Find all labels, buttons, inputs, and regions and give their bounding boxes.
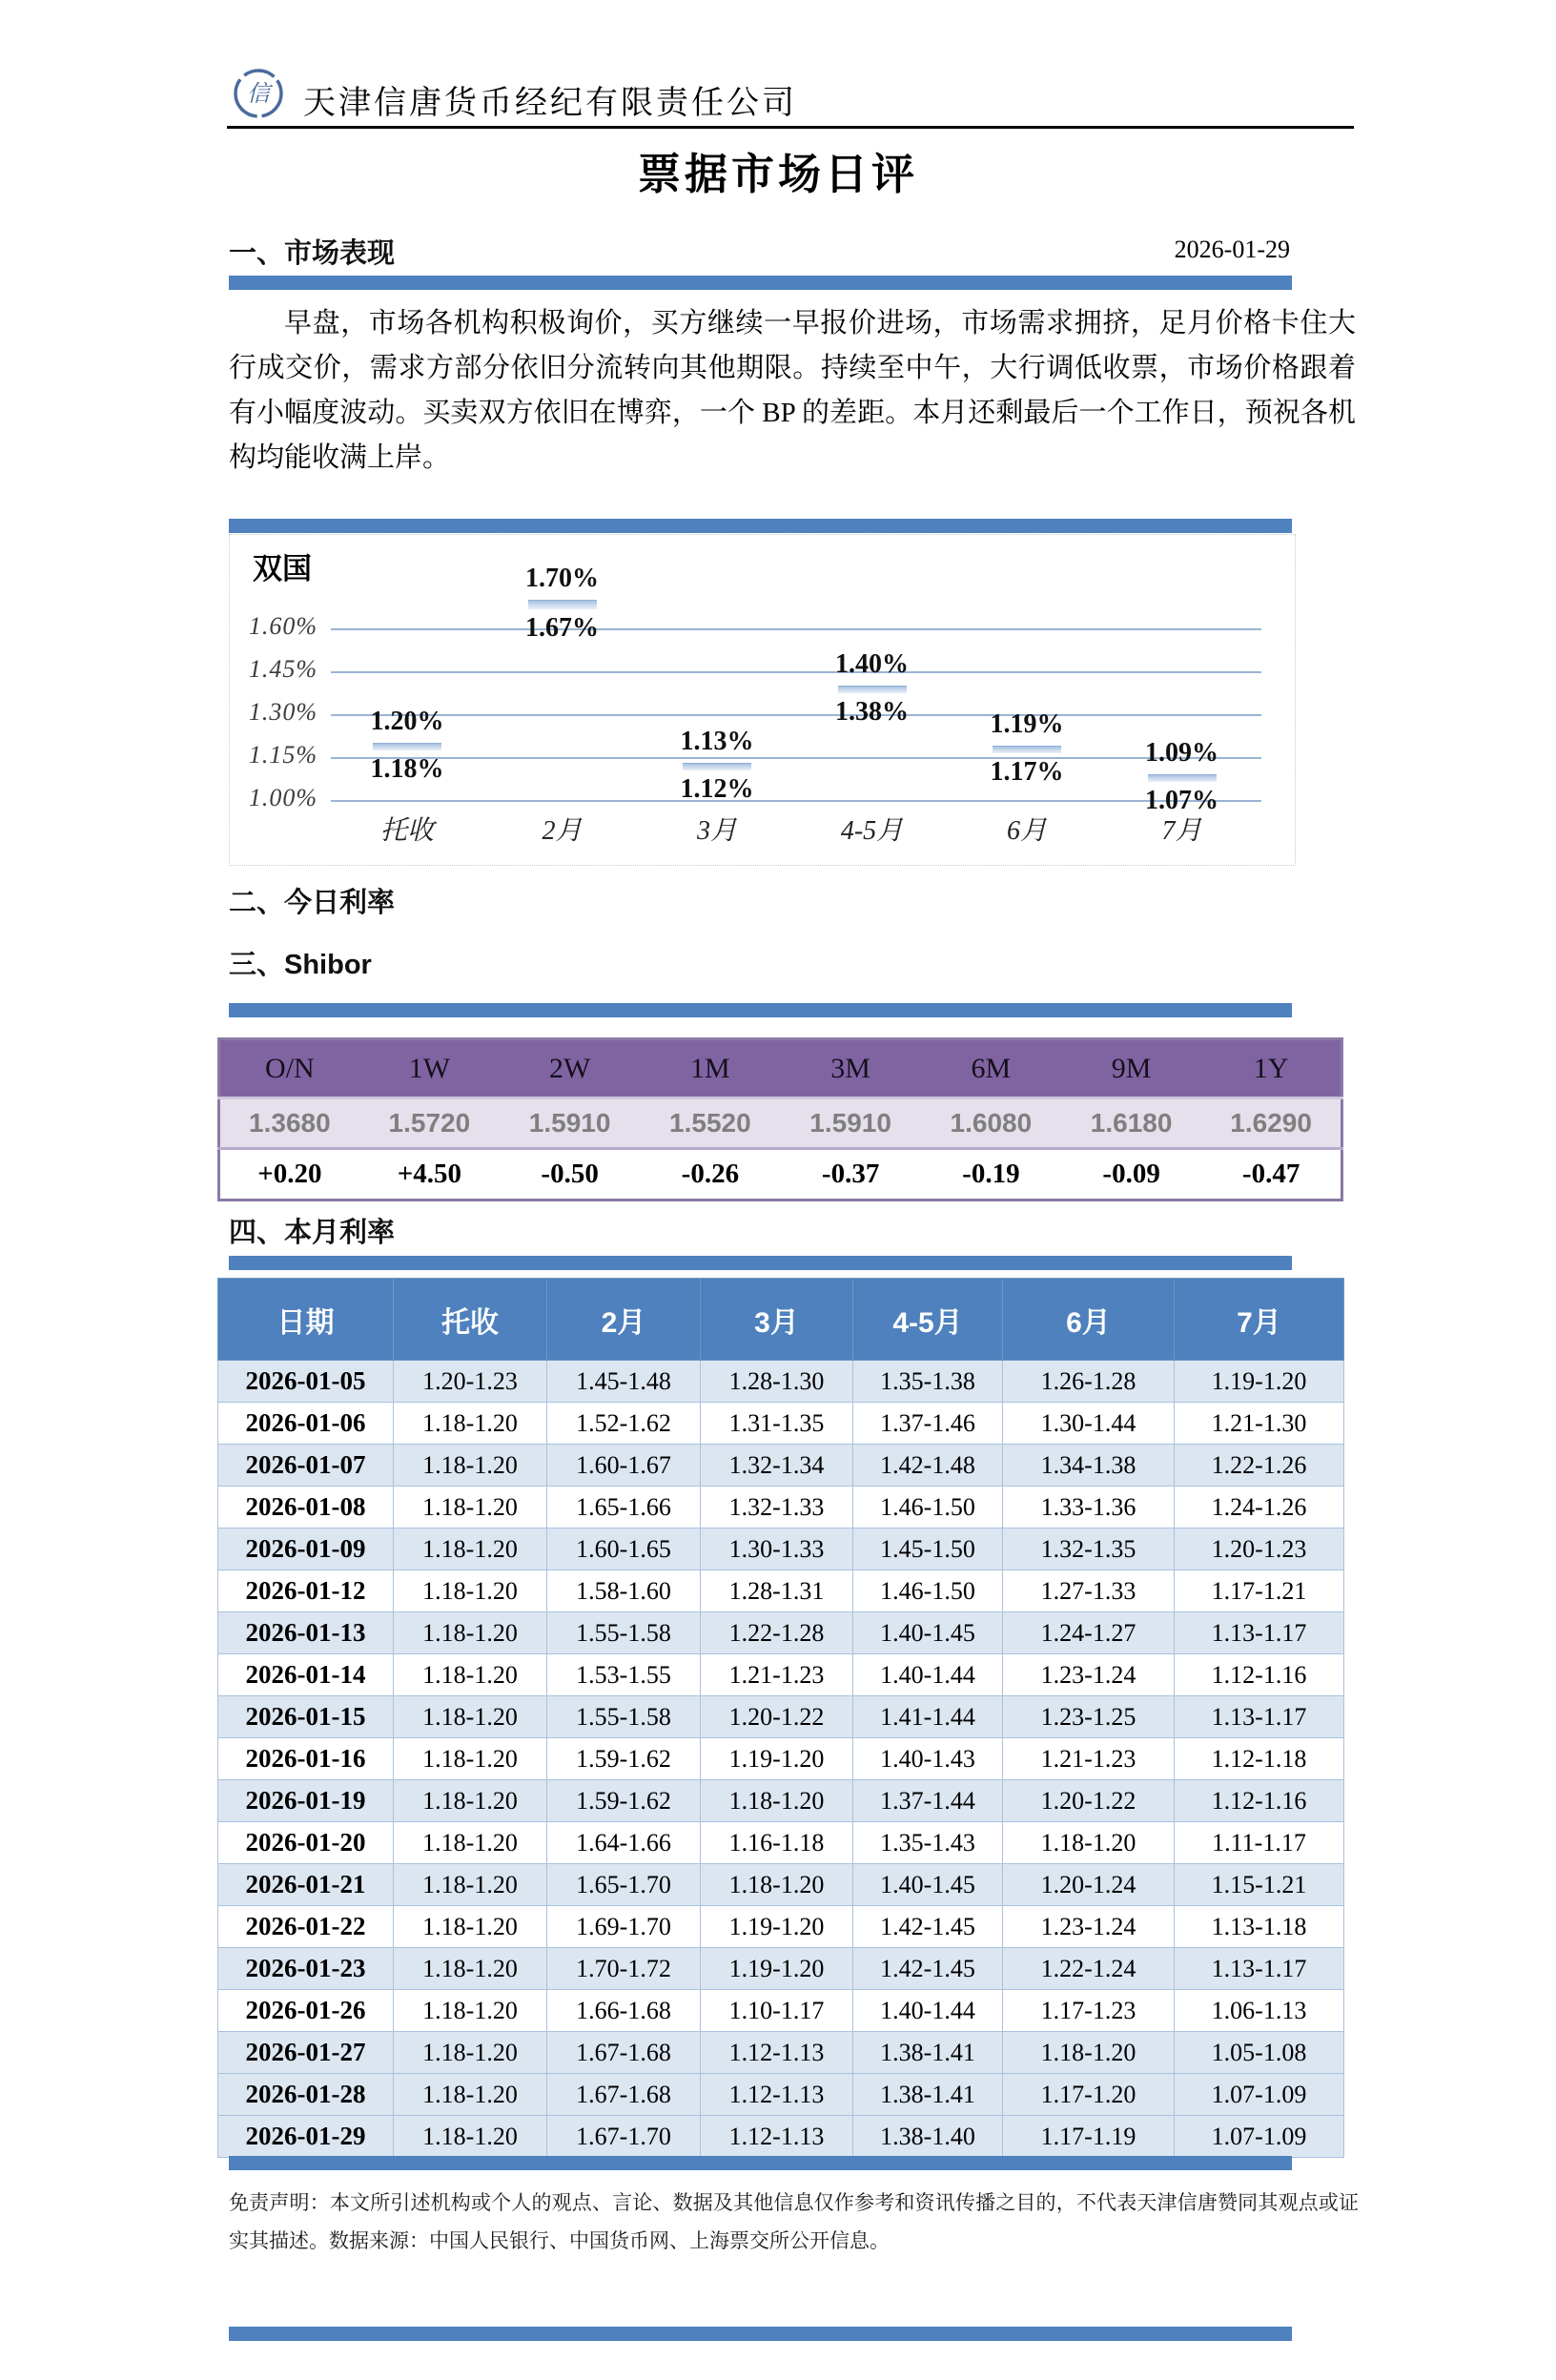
chart-low-label: 1.17% <box>990 757 1064 787</box>
disclaimer-text: 免责声明：本文所引述机构或个人的观点、言论、数据及其他信息仅作参考和资讯传播之目的，不代表天津信唐赞同其观点或证实其描述。数据来源：中国人民银行、中国货币网、上海票交所公开信息。 <box>229 2191 1359 2252</box>
rate-range-cell: 1.13-1.17 <box>1175 1948 1344 1990</box>
rate-range-cell: 1.46-1.50 <box>853 1570 1003 1612</box>
rate-range-cell: 1.05-1.08 <box>1175 2032 1344 2074</box>
shibor-change-cell: -0.19 <box>921 1149 1061 1200</box>
rate-range-cell: 1.17-1.20 <box>1003 2074 1175 2116</box>
date-cell: 2026-01-15 <box>218 1696 394 1738</box>
month-table-header-cell: 6月 <box>1003 1279 1175 1361</box>
rate-range-cell: 1.19-1.20 <box>701 1948 853 1990</box>
rate-range-cell: 1.34-1.38 <box>1003 1445 1175 1487</box>
rate-range-cell: 1.18-1.20 <box>394 1738 547 1780</box>
shibor-tenor-cell: 9M <box>1061 1039 1201 1098</box>
rate-range-cell: 1.18-1.20 <box>394 1906 547 1948</box>
rate-range-cell: 1.16-1.18 <box>701 1822 853 1864</box>
rate-range-cell: 1.18-1.20 <box>394 1864 547 1906</box>
shibor-rate-cell: 1.5720 <box>359 1098 500 1149</box>
rate-range-cell: 1.32-1.33 <box>701 1487 853 1529</box>
rate-range-cell: 1.18-1.20 <box>1003 1822 1175 1864</box>
rate-range-cell: 1.22-1.26 <box>1175 1445 1344 1487</box>
section-divider-bar-2 <box>229 519 1292 533</box>
rate-range-cell: 1.19-1.20 <box>701 1906 853 1948</box>
rate-range-cell: 1.18-1.20 <box>394 1780 547 1822</box>
chart-ytick-label: 1.45% <box>248 655 317 683</box>
chart-high-label: 1.19% <box>990 709 1064 739</box>
rate-range-cell: 1.12-1.18 <box>1175 1738 1344 1780</box>
rate-range-cell: 1.30-1.44 <box>1003 1403 1175 1445</box>
rate-range-cell: 1.10-1.17 <box>701 1990 853 2032</box>
rate-range-cell: 1.17-1.21 <box>1175 1570 1344 1612</box>
rate-range-cell: 1.40-1.45 <box>853 1612 1003 1654</box>
rate-range-cell: 1.37-1.44 <box>853 1780 1003 1822</box>
chart-range-bar <box>1148 774 1217 782</box>
rate-range-cell: 1.26-1.28 <box>1003 1361 1175 1403</box>
chart-high-label: 1.40% <box>835 649 909 679</box>
date-cell: 2026-01-08 <box>218 1487 394 1529</box>
rate-range-cell: 1.31-1.35 <box>701 1403 853 1445</box>
month-table-head <box>218 1279 1344 1361</box>
rate-range-cell: 1.32-1.34 <box>701 1445 853 1487</box>
shibor-rate-cell: 1.5520 <box>640 1098 780 1149</box>
chart-xtick-label: 4-5月 <box>840 816 904 846</box>
rate-range-cell: 1.69-1.70 <box>547 1906 701 1948</box>
rate-range-cell: 1.18-1.20 <box>1003 2032 1175 2074</box>
rate-range-cell: 1.42-1.45 <box>853 1948 1003 1990</box>
rate-range-cell: 1.12-1.13 <box>701 2032 853 2074</box>
rate-range-cell: 1.28-1.30 <box>701 1361 853 1403</box>
month-table-header-cell: 3月 <box>701 1279 853 1361</box>
rate-range-cell: 1.20-1.24 <box>1003 1864 1175 1906</box>
rate-range-cell: 1.59-1.62 <box>547 1780 701 1822</box>
shibor-tenor-cell: 1W <box>359 1039 500 1098</box>
rate-range-cell: 1.60-1.65 <box>547 1529 701 1570</box>
chart-xtick-label: 7月 <box>1161 816 1202 846</box>
rate-range-cell: 1.21-1.23 <box>701 1654 853 1696</box>
rate-range-cell: 1.19-1.20 <box>701 1738 853 1780</box>
shibor-rate-cell: 1.5910 <box>500 1098 640 1149</box>
table-row <box>218 1738 1344 1780</box>
rate-range-cell: 1.18-1.20 <box>701 1864 853 1906</box>
rate-range-cell: 1.45-1.50 <box>853 1529 1003 1570</box>
rate-range-cell: 1.13-1.17 <box>1175 1696 1344 1738</box>
rate-range-cell: 1.55-1.58 <box>547 1696 701 1738</box>
rate-range-cell: 1.13-1.17 <box>1175 1612 1344 1654</box>
table-row <box>218 1487 1344 1529</box>
rate-range-cell: 1.18-1.20 <box>394 1445 547 1487</box>
rate-range-cell: 1.23-1.24 <box>1003 1654 1175 1696</box>
shibor-tenor-cell: 3M <box>781 1039 921 1098</box>
header-rule <box>227 126 1354 129</box>
rate-range-cell: 1.20-1.23 <box>1175 1529 1344 1570</box>
shibor-tenor-cell: O/N <box>219 1039 359 1098</box>
table-row <box>218 1612 1344 1654</box>
chart-xtick-label: 托收 <box>379 816 434 846</box>
month-table-header-cell: 2月 <box>547 1279 701 1361</box>
table-row <box>218 1403 1344 1445</box>
rate-range-cell: 1.64-1.66 <box>547 1822 701 1864</box>
table-row <box>218 1529 1344 1570</box>
rate-range-cell: 1.35-1.38 <box>853 1361 1003 1403</box>
chart-range-bar <box>373 743 441 750</box>
rate-range-cell: 1.18-1.20 <box>394 2074 547 2116</box>
company-logo <box>232 67 285 120</box>
rate-range-cell: 1.24-1.27 <box>1003 1612 1175 1654</box>
rate-range-cell: 1.30-1.33 <box>701 1529 853 1570</box>
page-title: 票据市场日评 <box>637 151 918 198</box>
rate-range-cell: 1.20-1.22 <box>701 1696 853 1738</box>
chart-range-bar <box>528 600 597 609</box>
report-date: 2026-01-29 <box>1174 236 1290 263</box>
date-cell: 2026-01-05 <box>218 1361 394 1403</box>
shibor-table <box>217 1037 1343 1201</box>
chart-high-label: 1.20% <box>370 707 444 736</box>
chart-ytick-label: 1.60% <box>248 612 317 640</box>
section-divider-bar-1 <box>229 276 1292 290</box>
table-row <box>218 1780 1344 1822</box>
rate-range-cell: 1.20-1.23 <box>394 1361 547 1403</box>
date-cell: 2026-01-09 <box>218 1529 394 1570</box>
chart-range-bar <box>993 746 1061 753</box>
rate-range-cell: 1.46-1.50 <box>853 1487 1003 1529</box>
rate-range-cell: 1.21-1.23 <box>1003 1738 1175 1780</box>
section-market-performance: 一、市场表现 <box>229 238 396 269</box>
rate-range-cell: 1.67-1.68 <box>547 2074 701 2116</box>
rate-range-cell: 1.18-1.20 <box>394 1403 547 1445</box>
shibor-tenor-cell: 1M <box>640 1039 780 1098</box>
rate-range-cell: 1.20-1.22 <box>1003 1780 1175 1822</box>
month-table-header-cell: 托收 <box>394 1279 547 1361</box>
date-cell: 2026-01-28 <box>218 2074 394 2116</box>
section-divider-bar-3 <box>229 1003 1292 1017</box>
month-rate-table <box>217 1278 1344 2158</box>
shibor-rate-row <box>219 1098 1342 1149</box>
rate-range-cell: 1.59-1.62 <box>547 1738 701 1780</box>
rate-range-cell: 1.07-1.09 <box>1175 2074 1344 2116</box>
chart-ytick-label: 1.15% <box>248 741 317 769</box>
rate-range-cell: 1.17-1.23 <box>1003 1990 1175 2032</box>
rate-range-cell: 1.12-1.16 <box>1175 1654 1344 1696</box>
rate-range-cell: 1.65-1.70 <box>547 1864 701 1906</box>
table-row <box>218 2116 1344 2158</box>
rate-range-cell: 1.67-1.68 <box>547 2032 701 2074</box>
chart-range-bar <box>838 686 907 693</box>
month-table-body <box>218 1361 1344 2158</box>
shibor-rate-cell: 1.6180 <box>1061 1098 1201 1149</box>
rate-range-cell: 1.18-1.20 <box>394 1529 547 1570</box>
rate-range-cell: 1.18-1.20 <box>394 1696 547 1738</box>
date-cell: 2026-01-06 <box>218 1403 394 1445</box>
rate-range-cell: 1.18-1.20 <box>394 1948 547 1990</box>
date-cell: 2026-01-07 <box>218 1445 394 1487</box>
rate-range-cell: 1.18-1.20 <box>701 1780 853 1822</box>
month-table-header-cell: 7月 <box>1175 1279 1344 1361</box>
section-shibor: 三、Shibor <box>229 950 372 980</box>
rate-range-cell: 1.38-1.41 <box>853 2074 1003 2116</box>
company-name: 天津信唐货币经纪有限责任公司 <box>303 86 797 121</box>
date-cell: 2026-01-29 <box>218 2116 394 2158</box>
rate-range-cell: 1.52-1.62 <box>547 1403 701 1445</box>
rate-range-cell: 1.07-1.09 <box>1175 2116 1344 2158</box>
chart-high-label: 1.09% <box>1145 738 1218 768</box>
chart-high-label: 1.70% <box>525 564 599 593</box>
rate-range-cell: 1.06-1.13 <box>1175 1990 1344 2032</box>
rate-range-cell: 1.19-1.20 <box>1175 1361 1344 1403</box>
date-cell: 2026-01-23 <box>218 1948 394 1990</box>
rate-range-cell: 1.18-1.20 <box>394 1654 547 1696</box>
rate-range-cell: 1.18-1.20 <box>394 1570 547 1612</box>
rate-range-cell: 1.38-1.41 <box>853 2032 1003 2074</box>
rate-range-cell: 1.35-1.43 <box>853 1822 1003 1864</box>
rate-range-cell: 1.13-1.18 <box>1175 1906 1344 1948</box>
table-row <box>218 1570 1344 1612</box>
table-row <box>218 1361 1344 1403</box>
rate-range-cell: 1.33-1.36 <box>1003 1487 1175 1529</box>
date-cell: 2026-01-26 <box>218 1990 394 2032</box>
shibor-tenor-cell: 2W <box>500 1039 640 1098</box>
rate-range-cell: 1.22-1.28 <box>701 1612 853 1654</box>
rate-range-cell: 1.70-1.72 <box>547 1948 701 1990</box>
shibor-tenor-cell: 6M <box>921 1039 1061 1098</box>
table-row <box>218 1990 1344 2032</box>
section-divider-bar-4 <box>229 1256 1292 1270</box>
table-row <box>218 1445 1344 1487</box>
rate-range-cell: 1.41-1.44 <box>853 1696 1003 1738</box>
rate-range-cell: 1.40-1.45 <box>853 1864 1003 1906</box>
rate-range-cell: 1.28-1.31 <box>701 1570 853 1612</box>
date-cell: 2026-01-12 <box>218 1570 394 1612</box>
date-cell: 2026-01-27 <box>218 2032 394 2074</box>
rate-range-cell: 1.18-1.20 <box>394 1990 547 2032</box>
rate-range-cell: 1.58-1.60 <box>547 1570 701 1612</box>
rate-range-cell: 1.67-1.70 <box>547 2116 701 2158</box>
rate-range-cell: 1.32-1.35 <box>1003 1529 1175 1570</box>
month-table-header-cell: 日期 <box>218 1279 394 1361</box>
rate-range-cell: 1.18-1.20 <box>394 1487 547 1529</box>
rate-range-cell: 1.65-1.66 <box>547 1487 701 1529</box>
rate-range-cell: 1.12-1.13 <box>701 2116 853 2158</box>
rate-range-cell: 1.12-1.13 <box>701 2074 853 2116</box>
shibor-change-row <box>219 1149 1342 1200</box>
table-row <box>218 1864 1344 1906</box>
shibor-change-cell: -0.09 <box>1061 1149 1201 1200</box>
rate-range-cell: 1.11-1.17 <box>1175 1822 1344 1864</box>
rate-range-cell: 1.40-1.43 <box>853 1738 1003 1780</box>
rate-range-cell: 1.60-1.67 <box>547 1445 701 1487</box>
shibor-rate-cell: 1.6080 <box>921 1098 1061 1149</box>
rate-range-chart <box>229 534 1296 866</box>
chart-low-label: 1.07% <box>1145 786 1218 815</box>
rate-range-cell: 1.45-1.48 <box>547 1361 701 1403</box>
rate-range-cell: 1.23-1.24 <box>1003 1906 1175 1948</box>
date-cell: 2026-01-22 <box>218 1906 394 1948</box>
rate-range-cell: 1.42-1.48 <box>853 1445 1003 1487</box>
chart-high-label: 1.13% <box>680 727 754 756</box>
table-row <box>218 1822 1344 1864</box>
rate-range-cell: 1.66-1.68 <box>547 1990 701 2032</box>
chart-low-label: 1.18% <box>370 754 444 784</box>
chart-ytick-label: 1.30% <box>248 698 317 726</box>
section-month-rates: 四、本月利率 <box>229 1218 396 1248</box>
chart-low-label: 1.38% <box>835 697 909 727</box>
svg-text:信: 信 <box>247 82 270 107</box>
table-row <box>218 2074 1344 2116</box>
rate-range-cell: 1.53-1.55 <box>547 1654 701 1696</box>
chart-xtick-label: 3月 <box>696 816 737 846</box>
shibor-table-body <box>219 1039 1342 1200</box>
shibor-change-cell: -0.37 <box>781 1149 921 1200</box>
chart-range-bar <box>683 763 751 770</box>
rate-range-cell: 1.40-1.44 <box>853 1990 1003 2032</box>
chart-low-label: 1.12% <box>680 774 754 804</box>
shibor-rate-cell: 1.5910 <box>781 1098 921 1149</box>
rate-range-cell: 1.18-1.20 <box>394 1822 547 1864</box>
footer-top-bar <box>229 2156 1292 2170</box>
table-row <box>218 1696 1344 1738</box>
rate-range-cell: 1.12-1.16 <box>1175 1780 1344 1822</box>
rate-range-cell: 1.27-1.33 <box>1003 1570 1175 1612</box>
rate-range-cell: 1.15-1.21 <box>1175 1864 1344 1906</box>
shibor-rate-cell: 1.6290 <box>1201 1098 1341 1149</box>
shibor-change-cell: -0.47 <box>1201 1149 1341 1200</box>
chart-ytick-label: 1.00% <box>248 784 317 811</box>
rate-range-cell: 1.22-1.24 <box>1003 1948 1175 1990</box>
shibor-change-cell: -0.50 <box>500 1149 640 1200</box>
shibor-change-cell: -0.26 <box>640 1149 780 1200</box>
shibor-change-cell: +0.20 <box>219 1149 359 1200</box>
footer-bottom-bar <box>229 2327 1292 2341</box>
shibor-tenor-cell: 1Y <box>1201 1039 1341 1098</box>
rate-range-cell: 1.18-1.20 <box>394 2032 547 2074</box>
rate-range-cell: 1.37-1.46 <box>853 1403 1003 1445</box>
date-cell: 2026-01-16 <box>218 1738 394 1780</box>
table-row <box>218 1654 1344 1696</box>
shibor-change-cell: +4.50 <box>359 1149 500 1200</box>
rate-range-cell: 1.40-1.44 <box>853 1654 1003 1696</box>
table-row <box>218 1906 1344 1948</box>
date-cell: 2026-01-20 <box>218 1822 394 1864</box>
chart-low-label: 1.67% <box>525 613 599 643</box>
chart-gridline <box>331 628 1261 630</box>
month-table-header-cell: 4-5月 <box>853 1279 1003 1361</box>
shibor-header-row <box>219 1039 1342 1098</box>
rate-range-cell: 1.18-1.20 <box>394 1612 547 1654</box>
table-row <box>218 2032 1344 2074</box>
chart-xtick-label: 2月 <box>542 816 583 846</box>
chart-title: 双国 <box>253 552 312 585</box>
date-cell: 2026-01-21 <box>218 1864 394 1906</box>
rate-range-cell: 1.18-1.20 <box>394 2116 547 2158</box>
rate-range-cell: 1.55-1.58 <box>547 1612 701 1654</box>
chart-xtick-label: 6月 <box>1006 816 1047 846</box>
rate-range-cell: 1.38-1.40 <box>853 2116 1003 2158</box>
rate-range-cell: 1.17-1.19 <box>1003 2116 1175 2158</box>
month-table-header-row <box>218 1279 1344 1361</box>
rate-range-cell: 1.42-1.45 <box>853 1906 1003 1948</box>
date-cell: 2026-01-14 <box>218 1654 394 1696</box>
market-commentary: 早盘，市场各机构积极询价，买方继续一早报价进场，市场需求拥挤，足月价格卡住大行成交价，需求方部分依旧分流转向其他期限。持续至中午，大行调低收票，市场价格跟着有小幅度波动。买卖双方依旧在博弈，一个 BP 的差距。本月还剩最后一个工作日，预祝各机构均能收满上岸。 <box>229 308 1356 473</box>
rate-range-cell: 1.23-1.25 <box>1003 1696 1175 1738</box>
date-cell: 2026-01-13 <box>218 1612 394 1654</box>
seal-icon <box>232 67 285 120</box>
date-cell: 2026-01-19 <box>218 1780 394 1822</box>
rate-range-cell: 1.21-1.30 <box>1175 1403 1344 1445</box>
section-today-rates: 二、今日利率 <box>229 888 396 918</box>
shibor-rate-cell: 1.3680 <box>219 1098 359 1149</box>
rate-range-cell: 1.24-1.26 <box>1175 1487 1344 1529</box>
table-row <box>218 1948 1344 1990</box>
